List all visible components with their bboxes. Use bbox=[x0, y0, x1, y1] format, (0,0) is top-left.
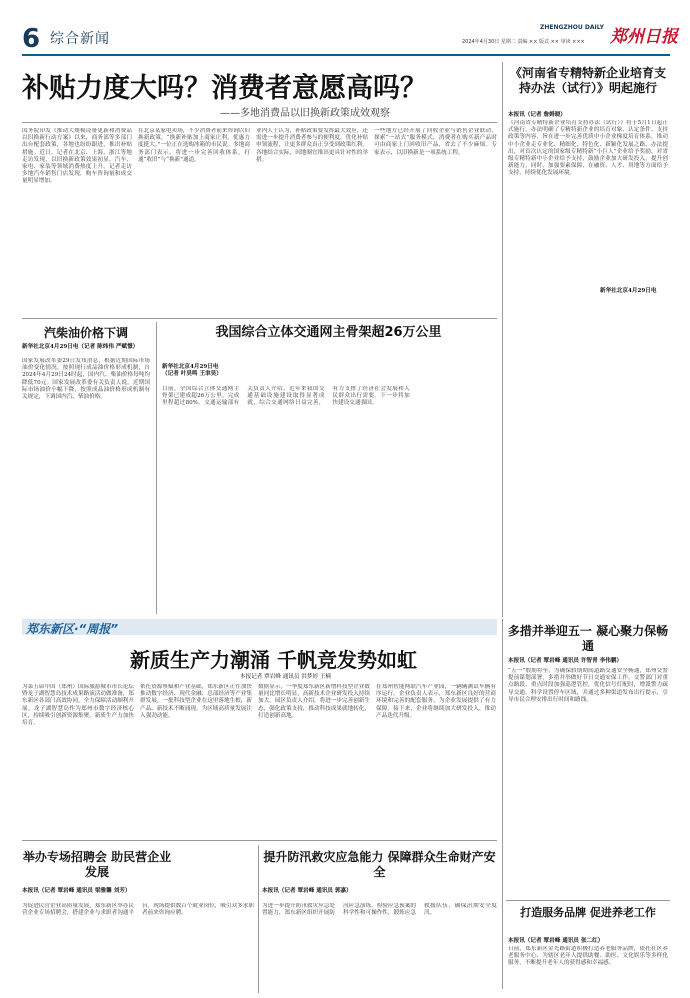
rescue-byline: 本报讯（记者 覃岩峰 通讯员 郭嘉） bbox=[262, 888, 352, 894]
page-number: 6 bbox=[22, 24, 41, 54]
feature-band-label: 郑东新区·“周报” bbox=[26, 622, 119, 636]
feature-col-4: 在郑州智能网联汽车产业园，一辆辆测试车辆有序运行。企业负责人表示，郑东新区良好的营商环境和完善的配套服务，为企业发展提供了有力保障。接下来，企业将继续加大研发投入，推动产品迭代升级。 bbox=[376, 684, 496, 719]
side-top-body: 《河南省专精特新企业培育支持办法（试行）》将于5月1日起正式施行。办法明确了专精特新企业的培育对象、认定条件、支持政策等内容，旨在进一步完善优质中小企业梯度培育体系，推动中小企业走专业化、精细化、特色化、新颖化发展之路。办法提出，对首次认定的国家级专精特新“小巨人”企业给予奖励，对省级专精特新中小企业给予支持，鼓励企业加大研发投入，提升创新能力。同时，加强要素保障，在融资、人才、用地等方面给予支持，持续优化发展环境。 bbox=[508, 120, 668, 177]
bottom-divider bbox=[258, 845, 259, 993]
side-mid-title: 多措并举迎五一 凝心聚力保畅通 bbox=[507, 624, 669, 653]
column-divider bbox=[502, 62, 503, 617]
jobs-byline: 本报讯（记者 覃岩峰 通讯员 梁雅馨 刘芳） bbox=[22, 888, 131, 894]
lead-col-4: 一些地方已经开展了回收企业与销售企业联动，探索“一站式”服务模式，消费者在购买新产品时可由商家上门回收旧产品，省去了不少麻烦。专家表示，以旧换新是一项系统工程。 bbox=[374, 128, 497, 156]
feature-col-3: 数据显示，一季度郑东新区新增科技型企业数量同比增长明显，高新技术企业研发投入持续加大。园区负责人介绍，将进一步完善创新生态，强化政策支持，推动科技成果就地转化，打造创新高地。 bbox=[258, 684, 370, 719]
side-top-byline: 本报讯（记者 詹姆晓） bbox=[508, 112, 566, 118]
lead-title: 补贴力度大吗？消费者意愿高吗？ bbox=[22, 73, 427, 104]
lead-subtitle: ——多地消费品以旧换新政策成效观察 bbox=[220, 108, 390, 119]
side-mid-body: “五一”假期将至，为确保假期期间道路交通安全畅通，郑州交警提前谋划部署，多措并举做好节日交通安保工作。交警部门对重点路段、重点时段加强巡逻管控，优化信号灯配时，增派警力疏导交通，科学设置停车区域，并通过多种渠道发布出行提示，引导市民合理安排出行时间和路线。 bbox=[508, 668, 668, 703]
oil-byline: 新华社北京4月29日电（记者 陈炜伟 严赋憬） bbox=[22, 344, 139, 350]
side-low-byline: 本报讯（记者 覃岩峰 通讯员 张二红） bbox=[508, 938, 604, 944]
jobs-title: 举办专场招聘会 助民营企业发展 bbox=[22, 850, 172, 879]
feature-col-1: 为第五届中国（郑州）国际旅游城市市长论坛暨龙子湖智慧岛技术成果路演活动做准备，郑东新区各部门高效协同，全力保障活动顺利开展。龙子湖智慧岛作为郑州市数字经济核心区，持续吸引创新资源集聚，新质生产力加快培育。 bbox=[22, 684, 134, 727]
infra-title: 我国综合立体交通网主骨架超26万公里 bbox=[215, 325, 442, 340]
infra-body: 目前，全国综合立体交通网主骨架已建成超26万公里，完成里程超过80%。交通运输部有关负责人介绍，近年来我国交通基础设施建设取得显著成就，综合交通网络日益完善，有力支撑了经济社会发展和人民群众出行需要。下一步将加快建设交通强国。 bbox=[162, 386, 410, 407]
feature-byline: 本报记者 覃岩峰 通讯员 洪梦婷 王楠 bbox=[240, 674, 332, 680]
side-top-source: 新华社北京4月29日电 bbox=[600, 288, 657, 294]
lead-col-3: 业内人士认为，补贴政策要发挥最大效应，还需进一步提升消费者参与的便利度，优化补贴申领流程，让更多群众真正享受到政策红利。各地结合实际，因地制宜推出更具针对性的举措。 bbox=[256, 128, 368, 163]
feature-col-2: 依托资源禀赋和产业基础，郑东新区正在加快推动数字经济、现代金融、总部经济等产业集群发展。一批科技型企业在这里落地生根，新产品、新技术不断涌现，为区域高质量发展注入强劲动能。 bbox=[140, 684, 252, 719]
mid-divider bbox=[156, 322, 157, 614]
right-divider bbox=[502, 619, 503, 989]
side-low-title: 打造服务品牌 促进养老工作 bbox=[520, 906, 656, 919]
lead-rule bbox=[22, 122, 497, 123]
rescue-body: 为进一步提升防汛救灾应急处置能力，郑东新区组织开展防汛应急演练，检验应急预案的科学性和可操作性，锻炼应急救援队伍，确保汛期安全度汛。 bbox=[262, 903, 497, 917]
date-line: 2024年4月30日 星期二 责编 ×× 版式 ×× 审读 ××× bbox=[462, 39, 585, 45]
lead-col-1: 国务院印发《推动大规模设备更新和消费品以旧换新行动方案》以来，商务部等多部门出台配套政策，各地也纷纷跟进，推出补贴措施。近日，记者在北京、上海、浙江等地走访发现，以旧换新政策效果初显，汽车、家电、家装等领域消费热度上升。记者走访多地汽车销售门店发现，购车咨询量和成交量明显增加。 bbox=[22, 128, 132, 185]
side-mid-byline: 本报讯（记者 覃岩峰 通讯员 许智青 李伟鹏） bbox=[508, 658, 623, 664]
english-masthead: ZHENGZHOU DAILY bbox=[540, 24, 604, 31]
infra-byline: 新华社北京4月29日电（记者 叶昊鸣 王聿昊） bbox=[162, 364, 222, 378]
side-top-title: 《河南省专精特新企业培育支持办法（试行）》明起施行 bbox=[509, 66, 666, 95]
side-low-body: 日前，郑东新区金光路街道积极打造养老服务品牌，依托社区养老服务中心，为辖区老年人提供助餐、助医、文化娱乐等多样化服务，不断提升老年人的获得感和幸福感。 bbox=[508, 946, 668, 967]
section-title: 综合新闻 bbox=[50, 31, 110, 47]
mid-rule bbox=[22, 318, 497, 319]
oil-body: 国家发展改革委29日发布消息，根据近期国际市场油价变化情况，按照现行成品油价格形成机制，自2024年4月29日24时起，国内汽、柴油价格每吨均降低70元。国家发展改革委有关负责人说，近期国际市场油价小幅下降，按照成品油价格形成机制有关规定，下调国内汽、柴油价格。 bbox=[22, 358, 150, 401]
bottom-rule bbox=[22, 840, 497, 841]
rescue-title: 提升防汛救灾应急能力 保障群众生命财产安全 bbox=[263, 850, 496, 879]
feature-title: 新质生产力潮涌 千帆竞发势如虹 bbox=[130, 648, 417, 672]
header-rule bbox=[22, 54, 670, 56]
jobs-body: 为促进民营企业高质量发展，郑东新区举办民营企业专场招聘会，搭建企业与求职者沟通平台，现场提供数百个就业岗位，吸引众多求职者前来咨询应聘。 bbox=[22, 903, 254, 917]
side-low-rule bbox=[506, 900, 670, 901]
oil-title: 汽柴油价格下调 bbox=[43, 326, 128, 340]
lead-col-2: 在北京某家电卖场，不少消费者前来咨询以旧换新政策。“换新补贴加上商家让利，优惠力度挺大。”一位正在选购冰箱的市民说。多地商务部门表示，将进一步完善回收体系，打通“收旧”与“换新”通道。 bbox=[138, 128, 250, 163]
newspaper-logo: 郑州日报 bbox=[610, 27, 678, 47]
